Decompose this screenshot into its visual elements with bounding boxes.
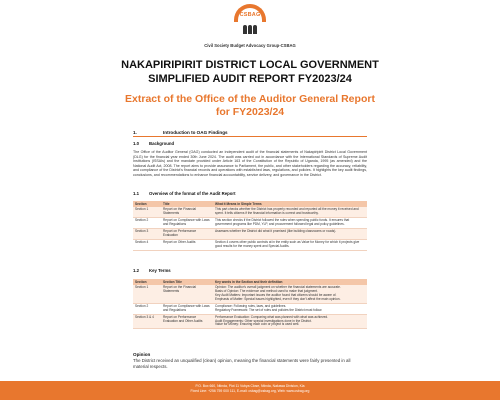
- table-cell: Section 4: [133, 239, 161, 250]
- table-cell: Report on Compliance with Laws and Regulations: [161, 217, 213, 228]
- column-header: Section Title: [161, 279, 213, 285]
- section-number: 1.: [133, 130, 137, 135]
- key-terms-heading: [133, 268, 171, 273]
- table-cell: [213, 303, 367, 314]
- table-row: [133, 207, 367, 217]
- table-cell: Section 2: [133, 217, 161, 228]
- section-title: Introduction to OAG Findings: [163, 130, 228, 135]
- subsection-title: Key Terms: [149, 268, 171, 273]
- column-header: What it Means in Simple Terms: [213, 201, 367, 207]
- table-cell: Report on Performance Evaluation and Other Audits: [161, 314, 213, 329]
- column-header: Title: [161, 201, 213, 207]
- section-1-heading: [133, 130, 228, 135]
- table-cell: [213, 285, 367, 303]
- background-paragraph: The Office of the Auditor General (OAG) conducted an independent audit of the financial statements of Nakapiripirit District Local Government (DLG) for the financial year ended 30th June 2024. The audit was carried out in accordance with the International Standards of Supreme Audit Institutions (ISSAIs) and the mandate provided under Article 163 of the Constitution of the Republic of Uganda, 1995 (as amended) and the National Audit Act, 2008. The report aims to provide assurance to Parliament, the public, and other stakeholders regarding the accuracy, reliability, and compliance of the District's financial records and operations with established laws, regulations, and policies. It highlights the key audit findings, conclusions, and recommendations to enhance financial accountability, service delivery, and governance in the District.: [133, 150, 367, 177]
- subsection-title: Background: [149, 141, 175, 146]
- background-heading: [133, 141, 174, 146]
- table-cell: Report on the Financial Statements: [161, 285, 213, 303]
- extract-title: [0, 93, 500, 119]
- footer-contact: Fixed Line: +256 759 000 111, E-mail: csbag@csbag.org, Web: www.csbag.org: [190, 389, 310, 393]
- term-definition: Audit Engagements: Other special investigations done in the District.: [215, 318, 312, 323]
- overview-heading: [133, 191, 236, 196]
- table-row: [133, 314, 367, 329]
- subsection-number: 1.2: [133, 268, 139, 273]
- table-cell: Report on Performance Evaluation: [161, 228, 213, 239]
- opinion-heading: Opinion: [133, 352, 151, 357]
- table-cell: Section 1: [133, 207, 161, 217]
- table-cell: Report on the Financial Statements: [161, 207, 213, 217]
- table-cell: This part checks whether the District has properly recorded and reported all the money it received and spent. It tells citizens if the financial information is correct and trustworthy.: [213, 207, 367, 217]
- document-title: [0, 58, 500, 86]
- title-line-2: SIMPLIFIED AUDIT REPORT FY2023/24: [148, 73, 352, 85]
- opinion-text: The District received an unqualified (clean) opinion, meaning the financial statements were fairly presented in all material respects.: [133, 358, 351, 369]
- table-cell: Report on Other Audits: [161, 239, 213, 250]
- term-definition: Value for Money: Ensuring each coin or project is used well.: [215, 322, 300, 327]
- subsection-number: 1.1: [133, 191, 139, 196]
- footer-address: P.O. Box 660, Ntinda, Plot 11 Vubya Close, Ntinda, Nakawa Division, Kla: [195, 384, 305, 388]
- table-row: [133, 285, 367, 303]
- column-header: Section: [133, 279, 161, 285]
- overview-table: [133, 201, 367, 251]
- table-row: [133, 239, 367, 250]
- logo-text: CSBAG: [239, 12, 261, 18]
- table-cell: Section 1: [133, 285, 161, 303]
- logo-people-icon: [241, 21, 259, 31]
- logo-area: [0, 4, 500, 39]
- term-definition: Key Audit Matters: Important issues the auditor found that citizens should be aware of.: [215, 292, 337, 297]
- organization-name: Civil Society Budget Advocacy Group-CSBAG: [204, 43, 296, 48]
- table-cell: Section 4 covers other public controls at in the entity such as Value for Money for which it projects give good results for the money spent and Special Audits.: [213, 239, 367, 250]
- term-definition: Performance Evaluation: Comparing what was planned with what was achieved.: [215, 314, 329, 319]
- table-cell: This section checks if the District followed the rules when spending public funds. It ensures that government programs like PDM, YLP, and procurement followed legal and policy guidelines.: [213, 217, 367, 228]
- table-cell: Assesses whether the District did what it promised (like building classrooms or roads).: [213, 228, 367, 239]
- subsection-title: Overview of the format of the Audit Report: [149, 191, 236, 196]
- term-definition: Compliance: Following rules, laws, and guidelines.: [215, 303, 287, 308]
- extract-line-2: for FY2023/24: [215, 106, 285, 118]
- column-header: Key words in the Section and their definition: [213, 279, 367, 285]
- table-cell: Section 2: [133, 303, 161, 314]
- table-cell: Section 3: [133, 228, 161, 239]
- extract-line-1: Extract of the Office of the Auditor General Report: [125, 93, 375, 105]
- term-definition: Emphasis of Matter: Special issues highlighted, even if they don't affect the main opinion.: [215, 296, 341, 301]
- subsection-number: 1.0: [133, 141, 139, 146]
- column-header: Section: [133, 201, 161, 207]
- table-cell: Section 3 & 4: [133, 314, 161, 329]
- term-definition: Basis of Opinion: The evidence and method used to make that judgment.: [215, 288, 318, 293]
- csbag-logo: [232, 4, 268, 34]
- table-row: [133, 303, 367, 314]
- key-terms-table: [133, 279, 367, 329]
- table-row: [133, 217, 367, 228]
- table-cell: [213, 314, 367, 329]
- table-row: [133, 228, 367, 239]
- term-definition: Regulatory Framework: The set of rules and policies the District must follow.: [215, 307, 323, 312]
- table-cell: Report on Compliance with Laws and Regulations: [161, 303, 213, 314]
- title-line-1: NAKAPIRIPIRIT DISTRICT LOCAL GOVERNMENT: [121, 59, 379, 71]
- footer-bar: [0, 381, 500, 400]
- section-divider: [133, 136, 367, 137]
- term-definition: Opinion: The auditor's overall judgment on whether the financial statements are accurate.: [215, 285, 341, 290]
